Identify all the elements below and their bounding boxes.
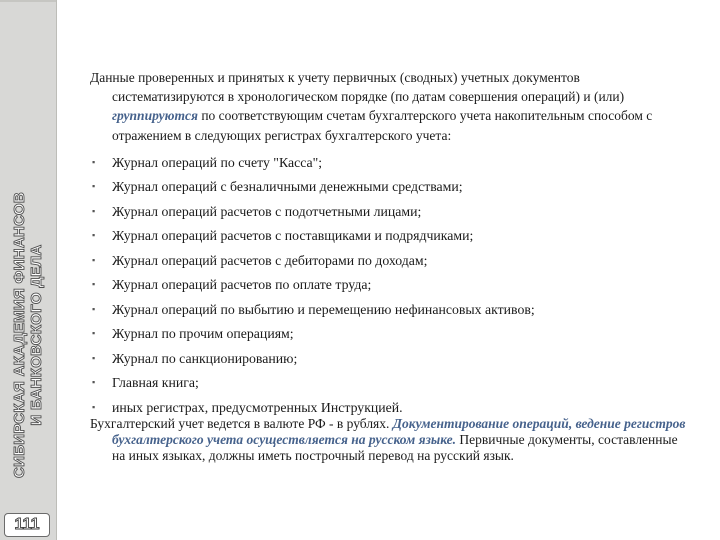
list-item — [90, 324, 690, 349]
footer-emphasis: Документирование операций, ведение регистров бухгалтерского учета осуществляется на русском языке. — [112, 416, 686, 448]
footer-text-start: Бухгалтерский учет ведется в валюте РФ - в рублях. — [90, 416, 393, 432]
footer-paragraph — [90, 416, 690, 464]
list-item — [90, 300, 690, 325]
bullet-icon: ▪ — [92, 328, 96, 339]
bullet-icon: ▪ — [92, 352, 96, 363]
list-item — [90, 251, 690, 276]
list-item — [90, 349, 690, 374]
sidebar-top-divider — [0, 0, 56, 2]
intro-paragraph — [90, 68, 690, 145]
list-item-text: Журнал операций расчетов с дебиторами по доходам; — [112, 252, 428, 268]
bullet-icon: ▪ — [92, 156, 96, 167]
bullet-icon: ▪ — [92, 254, 96, 265]
list-item-text: Главная книга; — [112, 375, 199, 391]
footer-text-end: Первичные документы, составленные на иных языках, должны иметь построчный перевод на русский язык. — [112, 432, 678, 464]
slide-content — [90, 68, 690, 464]
list-item — [90, 226, 690, 251]
bullet-icon: ▪ — [92, 303, 96, 314]
registers-list — [90, 153, 690, 423]
list-item — [90, 373, 690, 398]
intro-emphasis: группируются — [112, 108, 198, 124]
list-item-text: Журнал по прочим операциям; — [112, 326, 294, 342]
list-item-text: Журнал по санкционированию; — [112, 350, 298, 366]
list-item — [90, 275, 690, 300]
list-item — [90, 202, 690, 227]
bullet-icon: ▪ — [92, 401, 96, 412]
list-item-text: Журнал операций расчетов с подотчетными лицами; — [112, 203, 422, 219]
list-item-text: Журнал операций расчетов с поставщиками и подрядчиками; — [112, 228, 474, 244]
list-item-text: иных регистрах, предусмотренных Инструкцией. — [112, 399, 403, 415]
list-item — [90, 153, 690, 178]
bullet-icon: ▪ — [92, 279, 96, 290]
list-item-text: Журнал операций по счету "Касса"; — [112, 154, 323, 170]
list-item-text: Журнал операций с безналичными денежными средствами; — [112, 179, 463, 195]
page-number-badge: 111 — [4, 513, 50, 537]
list-item-text: Журнал операций по выбытию и перемещению нефинансовых активов; — [112, 301, 535, 317]
intro-text-end: по соответствующим счетам бухгалтерского учета накопительным способом с отражением в следующих регистрах бухгалтерского учета: — [112, 108, 653, 143]
bullet-icon: ▪ — [92, 377, 96, 388]
sidebar — [0, 0, 57, 540]
list-item-text: Журнал операций расчетов по оплате труда; — [112, 277, 372, 293]
list-item — [90, 177, 690, 202]
bullet-icon: ▪ — [92, 230, 96, 241]
list-item — [90, 398, 690, 423]
bullet-icon: ▪ — [92, 181, 96, 192]
academy-title-line-2: И БАНКОВСКОГО ДЕЛА — [28, 244, 45, 426]
academy-title-line-1: СИБИРСКАЯ АКАДЕМИЯ ФИНАНСОВ — [11, 191, 28, 479]
intro-text-start: Данные проверенных и принятых к учету первичных (сводных) учетных документов систематизируются в хронологическом порядке (по датам совершения операций) и (или) — [90, 70, 625, 105]
bullet-icon: ▪ — [92, 205, 96, 216]
academy-title — [11, 192, 45, 478]
